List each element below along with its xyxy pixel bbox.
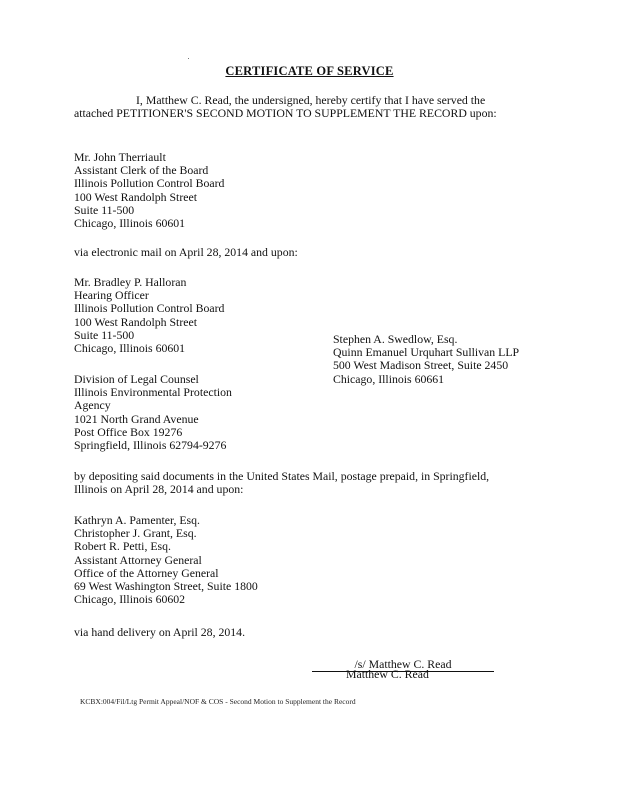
recipient-hearing-officer-address [74,276,224,355]
address-line: Chicago, Illinois 60661 [333,371,445,386]
address-line: Springfield, Illinois 62794-9276 [74,438,227,453]
address-line: Assistant Clerk of the Board [74,163,209,178]
service-method-email: via electronic mail on April 28, 2014 and upon: [74,245,298,259]
recipient-quinn-emanuel-address [333,333,519,386]
address-line: Christopher J. Grant, Esq. [74,526,197,541]
signer-name: Matthew C. Read [346,667,429,681]
address-line: Chicago, Illinois 60601 [74,341,186,356]
address-line: Mr. John Therriault [74,150,166,164]
recipient-iepa-address [74,373,232,452]
recipient-attorney-general-address [74,514,258,606]
service-method-mail: by depositing said documents in the United States Mail, postage prepaid, in Springfield, Illinois on April 28, 2014 and upon: [74,469,490,497]
recipient-clerk-address [74,151,224,230]
address-line: Illinois Pollution Control Board [74,301,225,316]
address-line: Chicago, Illinois 60602 [74,592,186,607]
address-line: Agency [74,398,111,413]
address-line: Chicago, Illinois 60601 [74,216,186,231]
signature-line: /s/ Matthew C. Read [312,658,494,672]
address-line: Kathryn A. Pamenter, Esq. [74,513,200,527]
service-method-hand-delivery: via hand delivery on April 28, 2014. [74,625,246,639]
address-line: Suite 11-500 [74,327,135,342]
address-line: Office of the Attorney General [74,565,219,580]
address-line: Illinois Pollution Control Board [74,176,225,191]
address-line: Quinn Emanuel Urquhart Sullivan LLP [333,345,520,360]
address-line: Division of Legal Counsel [74,372,199,386]
scan-speck [188,58,189,59]
document-title: CERTIFICATE OF SERVICE [225,64,394,78]
address-line: Hearing Officer [74,288,149,303]
address-line: Robert R. Petti, Esq. [74,539,171,554]
address-line: 1021 North Grand Avenue [74,411,199,426]
address-line: Mr. Bradley P. Halloran [74,275,187,289]
address-line: Stephen A. Swedlow, Esq. [333,332,458,346]
address-line: Assistant Attorney General [74,552,202,567]
address-line: 69 West Washington Street, Suite 1800 [74,579,258,594]
address-line: 500 West Madison Street, Suite 2450 [333,358,509,373]
intro-paragraph: I, Matthew C. Read, the undersigned, hereby certify that I have served the attached PETITIONER'S SECOND MOTION TO SUPPLEMENT THE RECORD upon: [74,93,497,121]
address-line: Post Office Box 19276 [74,424,183,439]
document-footer: KCBX:004/Fil/Ltg Permit Appeal/NOF & COS - Second Motion to Supplement the Record [80,697,356,706]
address-line: 100 West Randolph Street [74,314,198,329]
address-line: Suite 11-500 [74,202,135,217]
address-line: 100 West Randolph Street [74,189,198,204]
address-line: Illinois Environmental Protection [74,385,232,400]
